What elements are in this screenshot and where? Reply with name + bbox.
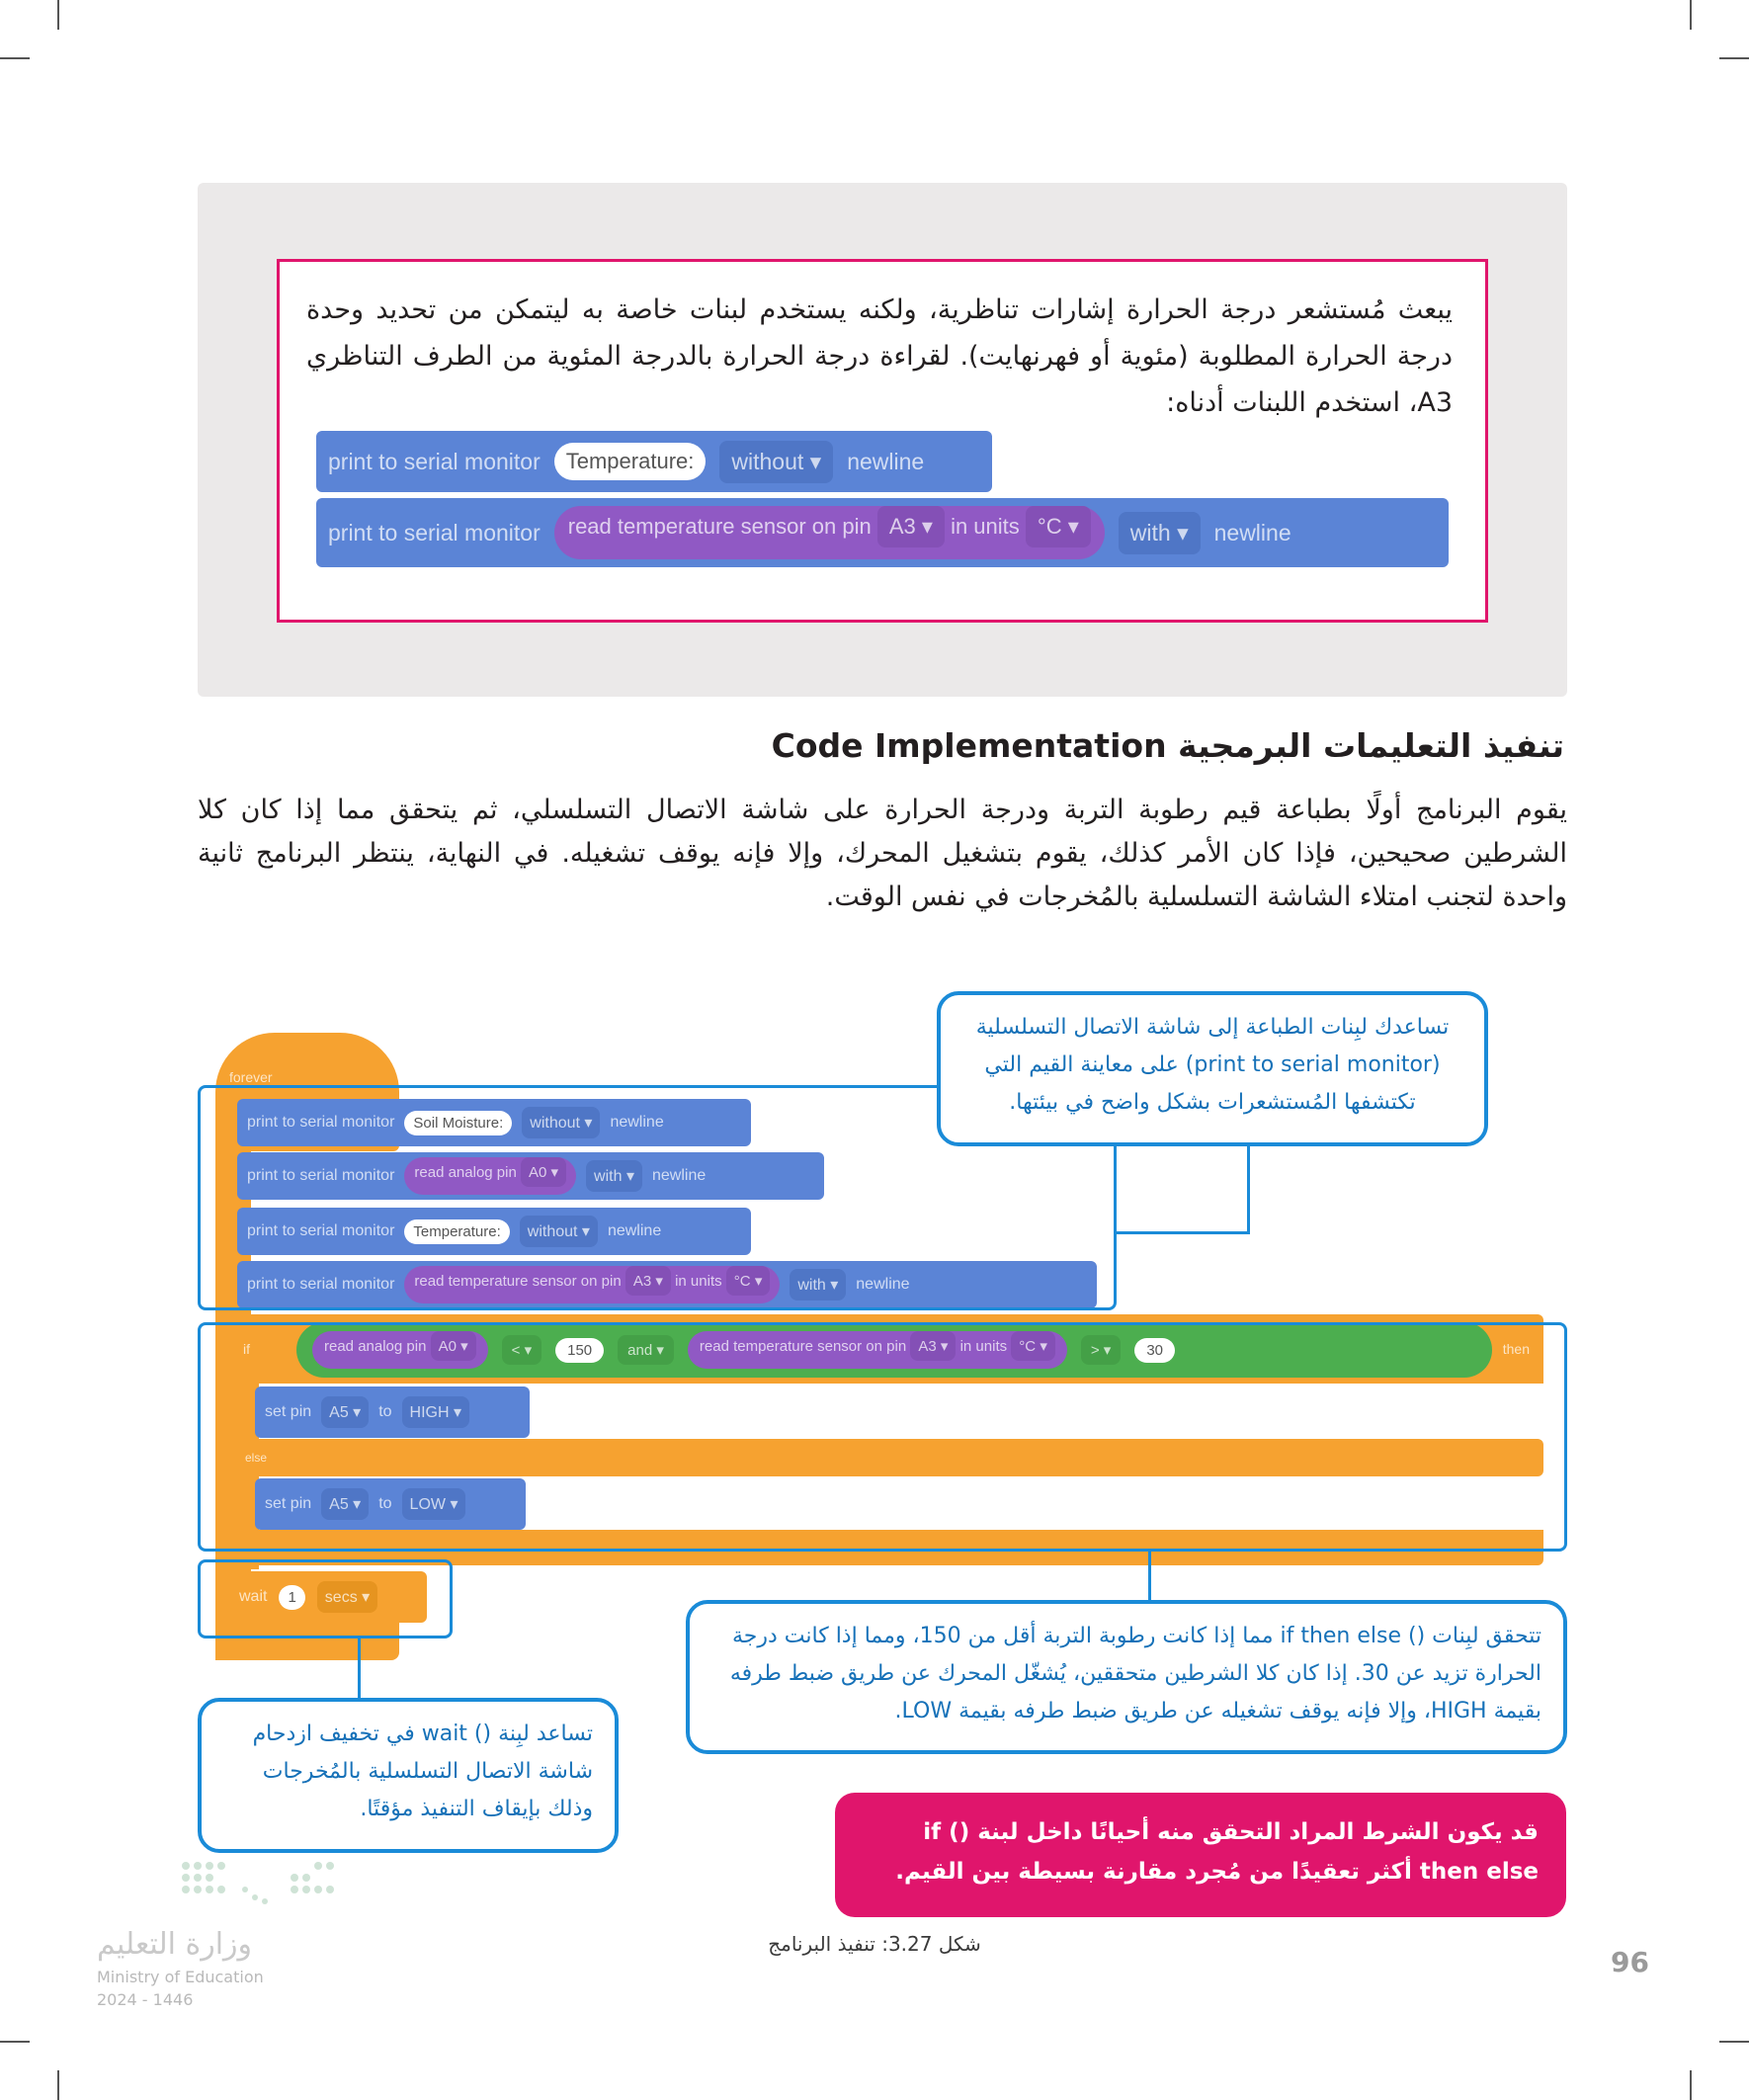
value-input[interactable]: Soil Moisture: bbox=[404, 1111, 512, 1135]
dropdown-value: A5 bbox=[329, 1404, 349, 1421]
block-label: wait bbox=[239, 1588, 268, 1605]
callout-text: تتحقق لبِنات () if then else مما إذا كانت رطوبة التربة أقل من 150، ومما إذا كانت درجة الحرارة تزيد عن 30. إذا كان كلا الشرطين متحققين، يُشغّل المحرك عن طريق ضبط طرفه بقيمة HIGH، وإلا فإنه يوقف تشغيله عن طريق ضبط طرفه بقيمة LOW. bbox=[729, 1624, 1541, 1723]
block-suffix: newline bbox=[651, 1167, 707, 1184]
dropdown-value: secs bbox=[324, 1589, 358, 1606]
value-input[interactable]: Temperature: bbox=[554, 443, 707, 480]
dropdown-value: with bbox=[1129, 519, 1171, 546]
to-label: to bbox=[378, 1495, 392, 1512]
print-block-temperature-label[interactable] bbox=[316, 431, 992, 492]
crop-mark bbox=[57, 2070, 59, 2100]
section-title: تنفيذ التعليمات البرمجية Code Implementation bbox=[771, 726, 1564, 765]
chevron-down-icon: ▾ bbox=[809, 448, 822, 474]
units-label: in units bbox=[951, 514, 1020, 539]
crop-mark bbox=[1690, 0, 1692, 30]
chevron-down-icon: ▾ bbox=[830, 1277, 839, 1294]
block-label: print to serial monitor bbox=[247, 1114, 395, 1131]
dropdown-value: °C bbox=[733, 1273, 751, 1290]
connector-line bbox=[1148, 1550, 1151, 1601]
temperature-reporter[interactable] bbox=[554, 506, 1105, 559]
crop-mark bbox=[1719, 57, 1749, 59]
chevron-down-icon: ▾ bbox=[656, 1342, 664, 1359]
reporter-label: read analog pin bbox=[324, 1338, 427, 1355]
block-label: print to serial monitor bbox=[328, 519, 541, 546]
chevron-down-icon: ▾ bbox=[454, 1404, 462, 1421]
block-label: print to serial monitor bbox=[247, 1222, 395, 1239]
block-label: print to serial monitor bbox=[247, 1276, 395, 1293]
chevron-down-icon: ▾ bbox=[353, 1404, 362, 1421]
block-suffix: newline bbox=[607, 1222, 662, 1239]
print-callout bbox=[937, 991, 1488, 1146]
chevron-down-icon: ▾ bbox=[1067, 514, 1079, 539]
chevron-down-icon: ▾ bbox=[362, 1589, 371, 1606]
reporter-label: read temperature sensor on pin bbox=[699, 1338, 907, 1355]
dropdown-value: without bbox=[530, 1115, 580, 1132]
note-text: قد يكون الشرط المراد التحقق منه أحيانًا داخل لبنة () if then else أكثر تعقيدًا من مُجرد مقارنة بسيطة بين القيم. bbox=[895, 1819, 1539, 1885]
connector-line bbox=[1247, 1141, 1250, 1234]
chevron-down-icon: ▾ bbox=[1177, 519, 1189, 546]
crop-mark bbox=[1690, 2070, 1692, 2100]
block-suffix: newline bbox=[847, 448, 925, 474]
ministry-name-ar: وزارة التعليم bbox=[97, 1927, 253, 1962]
crop-mark bbox=[1719, 2041, 1749, 2043]
block-label: print to serial monitor bbox=[247, 1167, 395, 1184]
reporter-label: read temperature sensor on pin bbox=[414, 1273, 622, 1290]
figure-caption: شكل 3.27: تنفيذ البرنامج bbox=[768, 1932, 981, 1956]
dropdown-value: with bbox=[797, 1277, 826, 1294]
ministry-name-en: Ministry of Education bbox=[97, 1968, 264, 1986]
chevron-down-icon: ▾ bbox=[550, 1164, 559, 1181]
reporter-label: read analog pin bbox=[414, 1164, 517, 1181]
if-label: if bbox=[243, 1341, 250, 1357]
block-label: print to serial monitor bbox=[328, 448, 541, 474]
ministry-year: 2024 - 1446 bbox=[97, 1990, 194, 2009]
wait-block-highlight bbox=[198, 1559, 453, 1638]
dropdown-value: > bbox=[1090, 1342, 1100, 1359]
block-suffix: newline bbox=[1213, 519, 1291, 546]
block-label: set pin bbox=[265, 1495, 312, 1512]
crop-mark bbox=[0, 57, 30, 59]
chevron-down-icon: ▾ bbox=[625, 1168, 634, 1185]
else-label: else bbox=[245, 1451, 268, 1465]
value-input[interactable]: 1 bbox=[279, 1585, 304, 1610]
newline-dropdown[interactable] bbox=[1119, 512, 1201, 554]
dropdown-value: without bbox=[527, 1223, 578, 1240]
connector-line bbox=[1117, 1231, 1249, 1234]
chevron-down-icon: ▾ bbox=[1040, 1338, 1047, 1355]
ministry-logo bbox=[97, 1858, 354, 2009]
newline-dropdown[interactable] bbox=[719, 441, 833, 483]
chevron-down-icon: ▾ bbox=[460, 1338, 468, 1355]
chevron-down-icon: ▾ bbox=[754, 1273, 763, 1290]
dropdown-value: without bbox=[731, 448, 804, 474]
crop-mark bbox=[0, 2041, 30, 2043]
dropdown-value: HIGH bbox=[409, 1404, 450, 1421]
dropdown-value: A5 bbox=[329, 1496, 349, 1513]
dropdown-value: °C bbox=[1037, 514, 1062, 539]
value-input[interactable]: 30 bbox=[1134, 1338, 1175, 1363]
connector-line bbox=[358, 1638, 361, 1701]
dropdown-value: LOW bbox=[409, 1496, 446, 1513]
dropdown-value: and bbox=[627, 1342, 653, 1359]
callout-text: تساعد لبِنة () wait في تخفيف ازدحام شاشة الاتصال التسلسلية بالمُخرجات وذلك بإيقاف التنفيذ مؤقتًا. bbox=[252, 1722, 593, 1821]
dropdown-value: with bbox=[594, 1168, 623, 1185]
callout-text: تساعدك لبِنات الطباعة إلى شاشة الاتصال التسلسلية (print to serial monitor) على معاينة القيم التي تكتشفها المُستشعرات بشكل واضح في بيئتها. bbox=[975, 1015, 1450, 1115]
then-label: then bbox=[1502, 1341, 1530, 1357]
block-label: set pin bbox=[265, 1403, 312, 1420]
block-suffix: newline bbox=[856, 1276, 910, 1293]
pin-dropdown[interactable] bbox=[877, 506, 945, 547]
units-dropdown[interactable] bbox=[1026, 506, 1091, 547]
hat-label: forever bbox=[229, 1069, 273, 1085]
chevron-down-icon: ▾ bbox=[655, 1273, 663, 1290]
if-callout bbox=[686, 1600, 1567, 1754]
info-text: يبعث مُستشعر درجة الحرارة إشارات تناظرية، ولكنه يستخدم لبنات خاصة به ليتمكن من تحديد وحدة درجة الحرارة المطلوبة (مئوية أو فهرنهايت). لقراءة درجة الحرارة بالدرجة المئوية من الطرف التناظري A3، استخدم اللبنات أدناه: bbox=[306, 294, 1453, 418]
value-input[interactable]: Temperature: bbox=[404, 1219, 509, 1244]
to-label: to bbox=[378, 1403, 392, 1420]
dropdown-value: °C bbox=[1019, 1338, 1037, 1355]
chevron-down-icon: ▾ bbox=[581, 1223, 590, 1240]
dropdown-value: < bbox=[511, 1342, 521, 1359]
if-block-highlight bbox=[198, 1322, 1567, 1552]
units-label: in units bbox=[675, 1273, 722, 1290]
page-number: 96 bbox=[1611, 1946, 1649, 1978]
chevron-down-icon: ▾ bbox=[1103, 1342, 1112, 1359]
value-input[interactable]: 150 bbox=[555, 1338, 604, 1363]
print-block-temperature-value[interactable] bbox=[316, 498, 1449, 567]
dropdown-value: A0 bbox=[438, 1338, 457, 1355]
chevron-down-icon: ▾ bbox=[524, 1342, 533, 1359]
crop-mark bbox=[57, 0, 59, 30]
dropdown-value: A0 bbox=[528, 1164, 547, 1181]
ministry-dots-icon bbox=[176, 1858, 433, 1917]
chevron-down-icon: ▾ bbox=[584, 1115, 593, 1132]
block-suffix: newline bbox=[610, 1114, 664, 1131]
chevron-down-icon: ▾ bbox=[353, 1496, 362, 1513]
note-box bbox=[835, 1793, 1566, 1917]
dropdown-value: A3 bbox=[632, 1273, 652, 1290]
chevron-down-icon: ▾ bbox=[921, 514, 933, 539]
chevron-down-icon: ▾ bbox=[450, 1496, 458, 1513]
dropdown-value: A3 bbox=[888, 514, 916, 539]
reporter-label: read temperature sensor on pin bbox=[567, 514, 872, 539]
chevron-down-icon: ▾ bbox=[940, 1338, 949, 1355]
units-label: in units bbox=[959, 1338, 1008, 1355]
section-body: يقوم البرنامج أولًا بطباعة قيم رطوبة التربة ودرجة الحرارة على شاشة الاتصال التسلسلي، ثم يتحقق مما إذا كان كلا الشرطين صحيحين، فإذا كان الأمر كذلك، يقوم بتشغيل المحرك، وإلا فإنه يوقف تشغيله. في النهاية، ينتظر البرنامج ثانية واحدة لتجنب امتلاء الشاشة التسلسلية بالمُخرجات في نفس الوقت. bbox=[198, 795, 1567, 912]
wait-callout bbox=[198, 1698, 619, 1853]
dropdown-value: A3 bbox=[918, 1338, 937, 1355]
